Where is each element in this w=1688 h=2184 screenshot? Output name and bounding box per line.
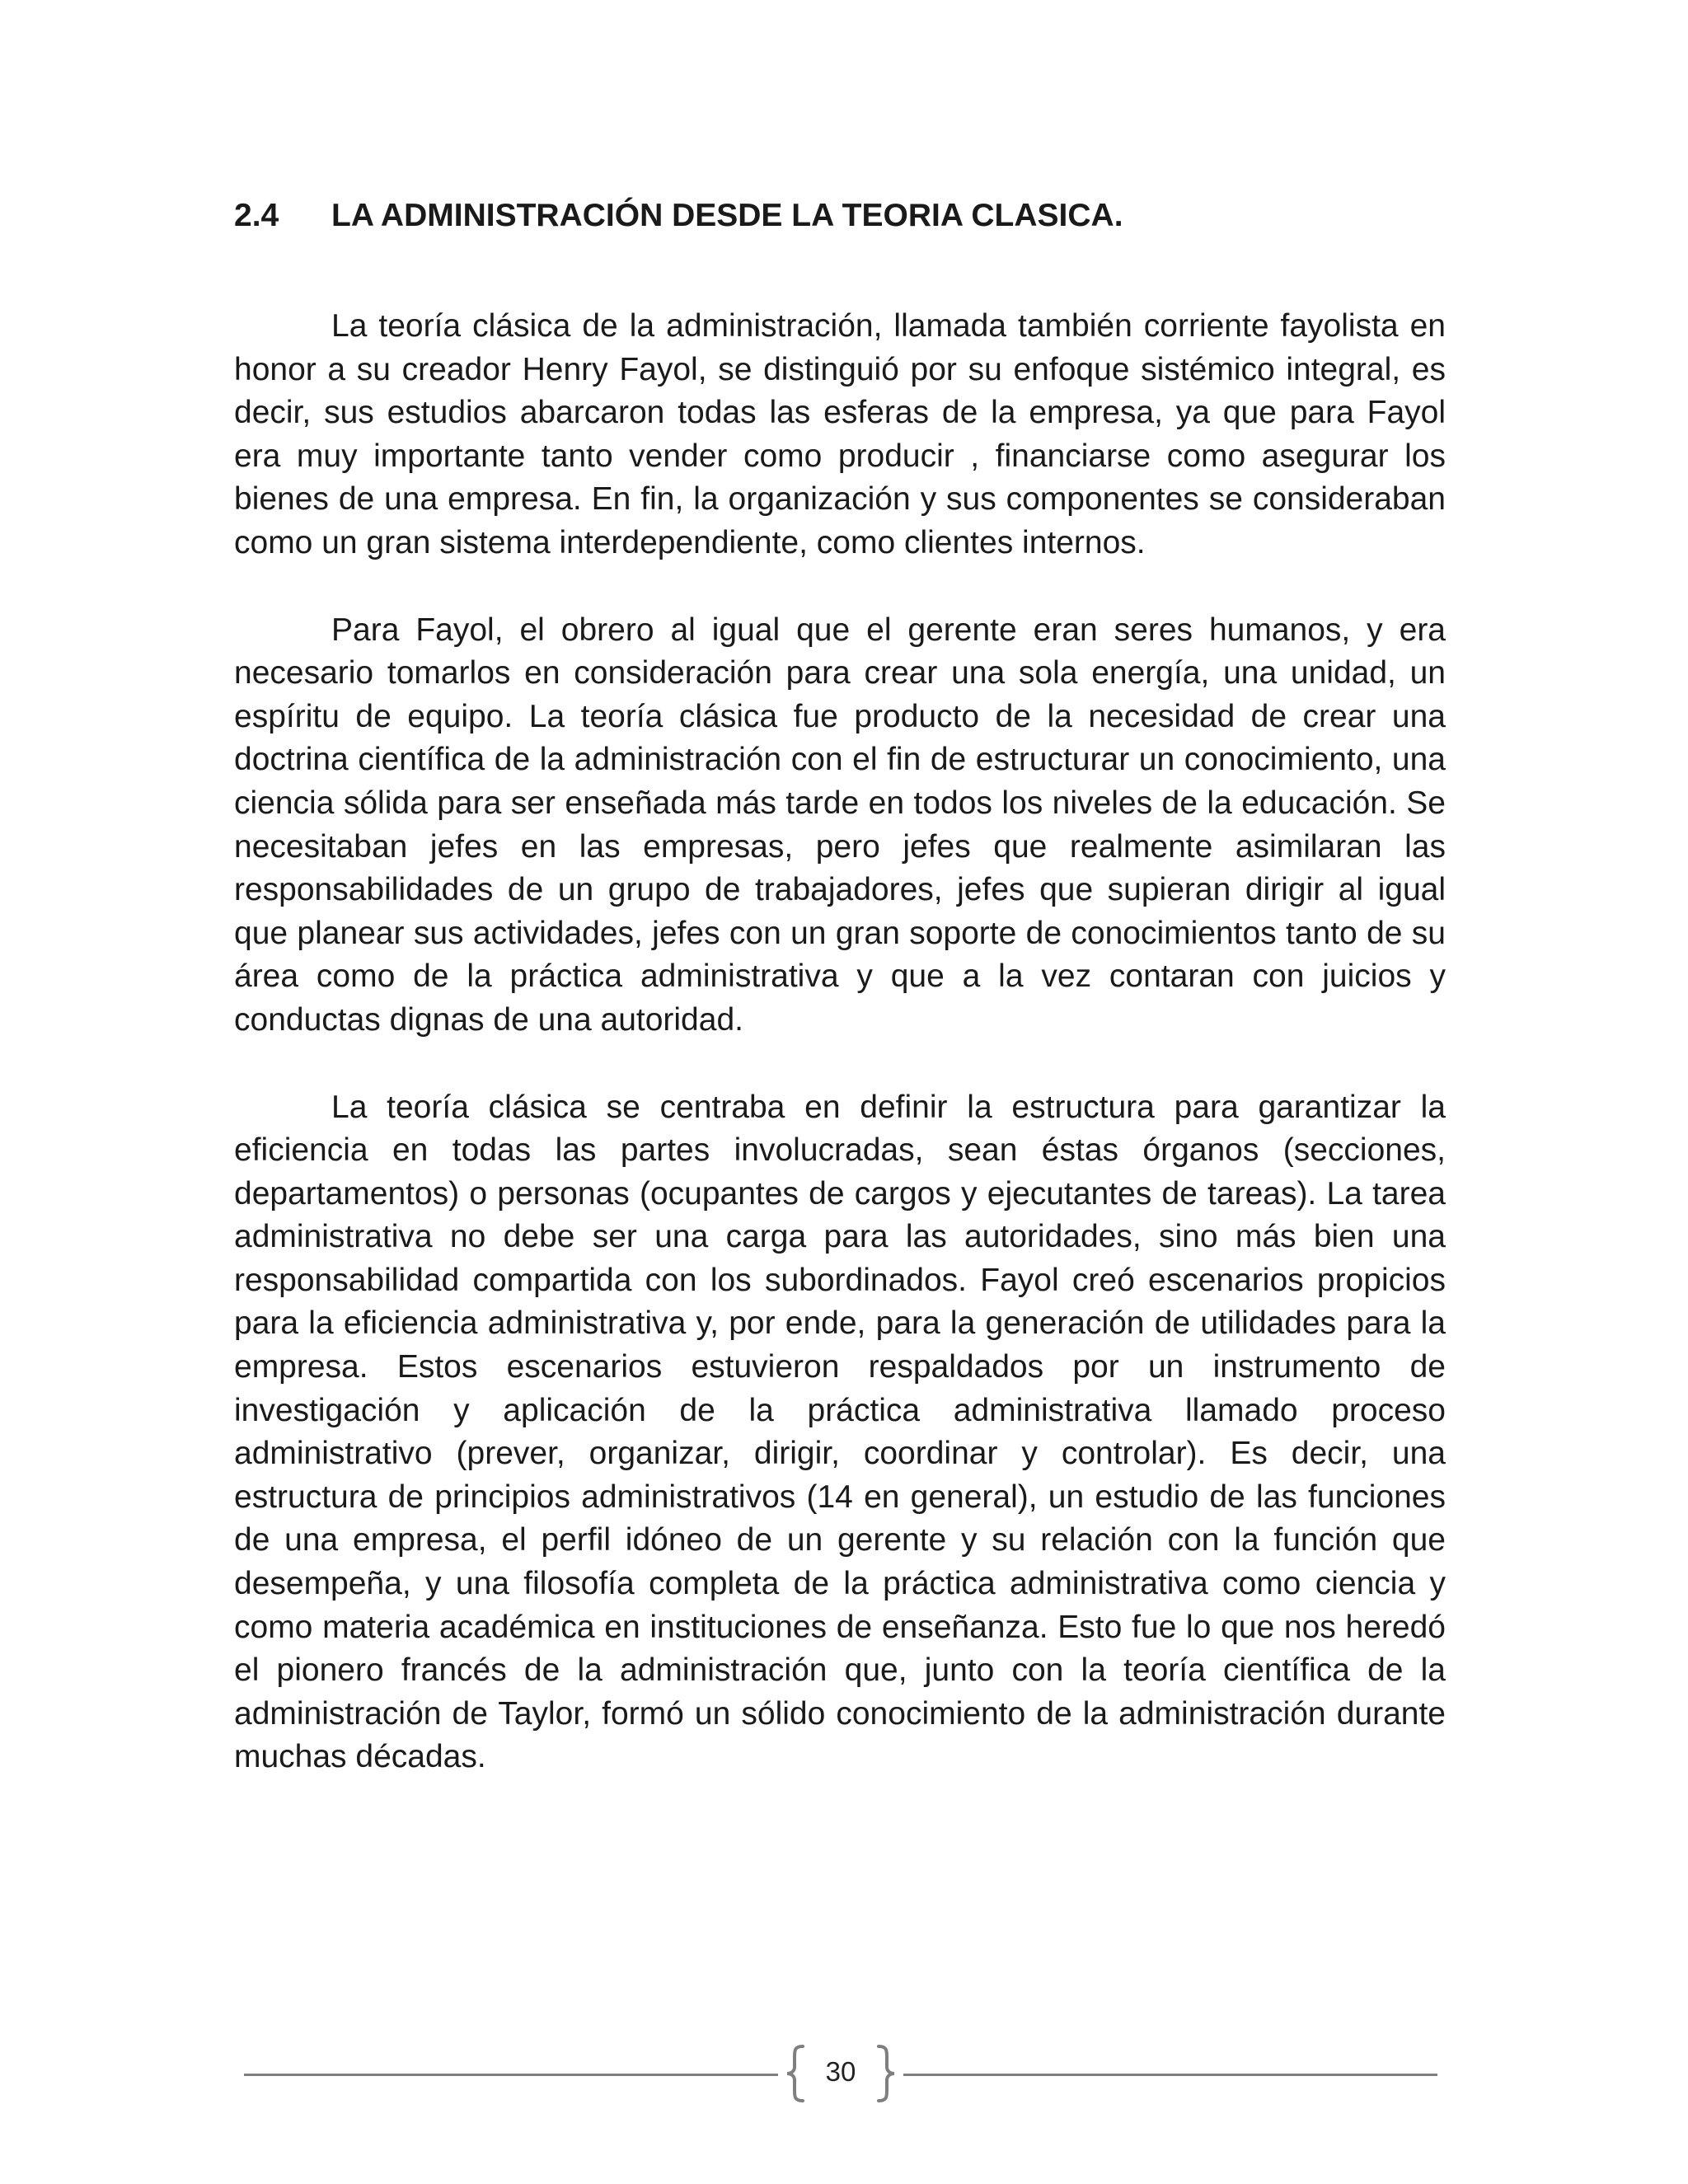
- paragraph-2: Para Fayol, el obrero al igual que el gerente eran seres humanos, y era necesario tomarlos en consideración para crear una sola energía, una unidad, un espíritu de equipo. La teoría clásica fue producto de la necesidad de crear una doctrina científica de la administración con el fin de estructurar un conocimiento, una ciencia sólida para ser enseñada más tarde en todos los niveles de la educación. Se necesitaban jefes en las empresas, pero jefes que realmente asimilaran las responsabilidades de un grupo de trabajadores, jefes que supieran dirigir al igual que planear sus actividades, jefes con un gran soporte de conocimientos tanto de su área como de la práctica administrativa y que a la vez contaran con juicios y conductas dignas de una autoridad.: [234, 612, 1446, 1038]
- page-footer: [244, 2039, 1437, 2110]
- page-number: 30: [825, 2056, 856, 2087]
- section-number: 2.4: [234, 198, 279, 233]
- footer-rule-right: [903, 2074, 1437, 2076]
- body-text: [234, 305, 1446, 1823]
- paragraph-1: La teoría clásica de la administración, llamada también corriente fayolista en honor a su creador Henry Fayol, se distinguió por su enfoque sistémico integral, es decir, sus estudios abarcaron todas las esferas de la empresa, ya que para Fayol era muy importante tanto vender como producir , financiarse como asegurar los bienes de una empresa. En fin, la organización y sus componentes se consideraban como un gran sistema interdependiente, como clientes internos.: [234, 308, 1446, 560]
- paragraph-3: La teoría clásica se centraba en definir la estructura para garantizar la eficiencia en todas las partes involucradas, sean éstas órganos (secciones, departamentos) o personas (ocupantes de cargos y ejecutantes de tareas). La tarea administrativa no debe ser una carga para las autoridades, sino más bien una responsabilidad compartida con los subordinados. Fayol creó escenarios propicios para la eficiencia administrativa y, por ende, para la generación de utilidades para la empresa. Estos escenarios estuvieron respaldados por un instrumento de investigación y aplicación de la práctica administrativa llamado proceso administrativo (prever, organizar, dirigir, coordinar y controlar). Es decir, una estructura de principios administrativos (14 en general), un estudio de las funciones de una empresa, el perfil idóneo de un gerente y su relación con la función que desempeña, y una filosofía completa de la práctica administrativa como ciencia y como materia académica en instituciones de enseñanza. Esto fue lo que nos heredó el pionero francés de la administración que, junto con la teoría científica de la administración de Taylor, formó un sólido conocimiento de la administración durante muchas décadas.: [234, 1089, 1446, 1775]
- footer-rule-left: [244, 2074, 778, 2076]
- close-brace-icon: [874, 2044, 898, 2103]
- section-title: LA ADMINISTRACIÓN DESDE LA TEORIA CLASICA.: [331, 198, 1123, 233]
- open-brace-icon: [783, 2044, 808, 2103]
- section-heading: [234, 193, 1454, 239]
